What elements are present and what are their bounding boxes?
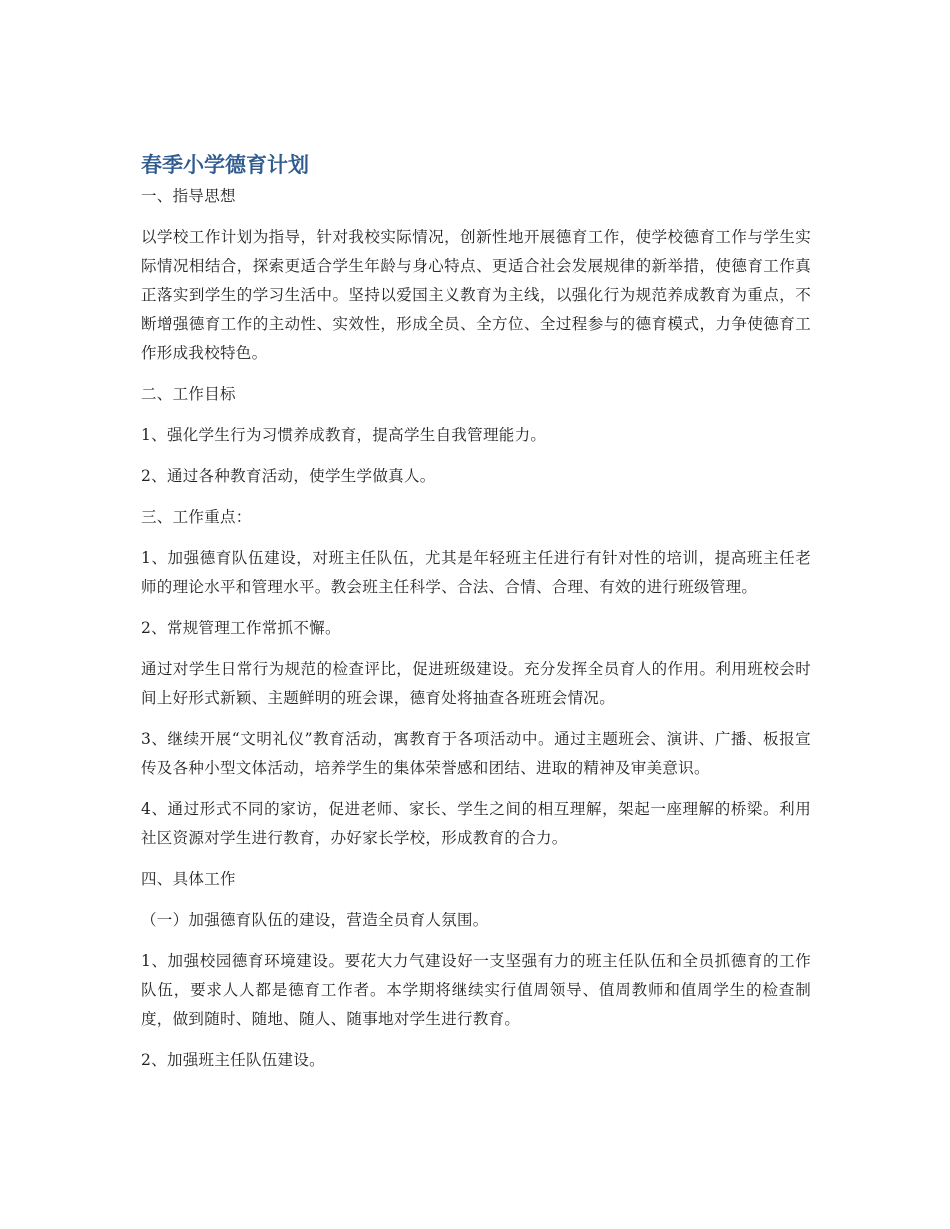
paragraph-specific-2: 2、加强班主任队伍建设。 xyxy=(141,1051,325,1069)
document-title: 春季小学德育计划 xyxy=(141,153,309,177)
section-heading-specific-work: 四、具体工作 xyxy=(141,870,236,888)
subsection-heading-team-building: （一）加强德育队伍的建设，营造全员育人氛围。 xyxy=(141,911,489,929)
paragraph-focus-1: 1、加强德育队伍建设，对班主任队伍，尤其是年轻班主任进行有针对性的培训，提高班主任老师的理论水平和管理水平。教会班主任科学、合法、合情、合理、有效的进行班级管理。 xyxy=(141,549,811,596)
paragraph-focus-2-detail: 通过对学生日常行为规范的检查评比，促进班级建设。充分发挥全员育人的作用。利用班校会时间上好形式新颖、主题鲜明的班会课，德育处将抽查各班班会情况。 xyxy=(141,660,811,707)
section-heading-work-goals: 二、工作目标 xyxy=(141,385,236,403)
paragraph-goal-1: 1、强化学生行为习惯养成教育，提高学生自我管理能力。 xyxy=(141,426,547,444)
paragraph-goal-2: 2、通过各种教育活动，使学生学做真人。 xyxy=(141,467,436,485)
paragraph-focus-2: 2、常规管理工作常抓不懈。 xyxy=(141,619,341,637)
paragraph-specific-1: 1、加强校园德育环境建设。要花大力气建设好一支坚强有力的班主任队伍和全员抓德育的工作队伍，要求人人都是德育工作者。本学期将继续实行值周领导、值周教师和值周学生的检查制度，做到随时、随地、随人、随事地对学生进行教育。 xyxy=(141,952,811,1028)
paragraph-guiding-thought: 以学校工作计划为指导，针对我校实际情况，创新性地开展德育工作，使学校德育工作与学生实际情况相结合，探索更适合学生年龄与身心特点、更适合社会发展规律的新举措，使德育工作真正落实到学生的学习生活中。坚持以爱国主义教育为主线，以强化行为规范养成教育为重点，不断增强德育工作的主动性、实效性，形成全员、全方位、全过程参与的德育模式，力争使德育工作形成我校特色。 xyxy=(141,228,811,362)
section-heading-work-focus: 三、工作重点： xyxy=(141,508,252,526)
paragraph-focus-3: 3、继续开展“文明礼仪”教育活动，寓教育于各项活动中。通过主题班会、演讲、广播、板报宣传及各种小型文体活动，培养学生的集体荣誉感和团结、进取的精神及审美意识。 xyxy=(141,730,811,777)
section-heading-guiding-thought: 一、指导思想 xyxy=(141,187,236,205)
paragraph-focus-4: 4、通过形式不同的家访，促进老师、家长、学生之间的相互理解，架起一座理解的桥梁。利用社区资源对学生进行教育，办好家长学校，形成教育的合力。 xyxy=(141,800,811,847)
document-page xyxy=(141,148,811,1087)
